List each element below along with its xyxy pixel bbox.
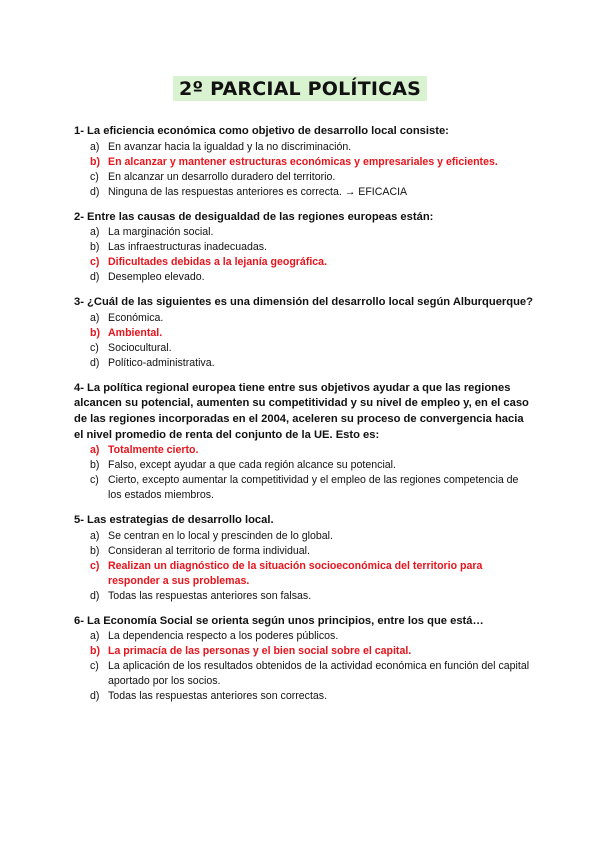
correct-answer-option xyxy=(74,255,534,270)
option-letter: a) xyxy=(90,444,100,457)
answer-option xyxy=(74,589,534,604)
correct-answer-option xyxy=(74,644,534,659)
answer-option xyxy=(74,225,534,240)
option-text: Todas las respuestas anteriores son correctas. xyxy=(108,690,328,703)
answer-option xyxy=(74,529,534,544)
option-letter: a) xyxy=(90,630,100,643)
correct-answer-option xyxy=(74,326,534,341)
answer-option xyxy=(74,356,534,371)
option-letter: d) xyxy=(90,589,100,602)
option-letter: a) xyxy=(90,226,100,239)
answer-option xyxy=(74,544,534,559)
question-6 xyxy=(74,614,534,705)
option-letter: b) xyxy=(90,241,100,254)
option-letter: a) xyxy=(90,140,100,153)
answer-option xyxy=(74,140,534,155)
option-text: Las infraestructuras inadecuadas. xyxy=(108,241,267,254)
question-2 xyxy=(74,210,534,286)
option-letter: d) xyxy=(90,356,100,369)
question-text: 2- Entre las causas de desigualdad de las regiones europeas están: xyxy=(74,210,434,223)
question-text: 6- La Economía Social se orienta según unos principios, entre los que está… xyxy=(74,614,484,627)
option-list xyxy=(74,225,534,285)
option-text: Realizan un diagnóstico de la situación socioeconómica del territorio para responder a sus problemas. xyxy=(108,559,483,587)
question-text: 5- Las estrategias de desarrollo local. xyxy=(74,514,274,527)
option-text: Sociocultural. xyxy=(108,341,172,354)
answer-option xyxy=(74,170,534,185)
option-letter: a) xyxy=(90,311,100,324)
option-letter: b) xyxy=(90,459,100,472)
option-text: Económica. xyxy=(108,311,164,324)
option-text: Ninguna de las respuestas anteriores es correcta. → EFICACIA xyxy=(108,185,408,198)
correct-answer-option xyxy=(74,559,534,589)
option-letter: d) xyxy=(90,690,100,703)
question-text: 1- La eficiencia económica como objetivo de desarrollo local consiste: xyxy=(74,125,449,137)
option-letter: c) xyxy=(90,559,100,572)
option-list xyxy=(74,529,534,604)
option-text: Consideran al territorio de forma individual. xyxy=(108,544,310,557)
answer-option xyxy=(74,458,534,473)
question-text: 4- La política regional europea tiene entre sus objetivos ayudar a que las regiones alcancen su potencial, aumenten su competitividad y su nivel de empleo y, en el caso de las regiones incorporadas en el 2004, aceleren su proceso de convergencia hacia el nivel promedio de renta del conjunto de la UE. Esto es: xyxy=(74,381,529,441)
option-letter: d) xyxy=(90,185,100,198)
question-list xyxy=(74,124,534,714)
answer-option xyxy=(74,185,534,200)
answer-option xyxy=(74,311,534,326)
option-text: Cierto, excepto aumentar la competitividad y el empleo de las regiones competencia de los estados miembros. xyxy=(108,474,519,502)
answer-option xyxy=(74,689,534,704)
option-letter: c) xyxy=(90,256,100,269)
option-list xyxy=(74,443,534,503)
answer-option xyxy=(74,659,534,689)
question-3 xyxy=(74,295,534,371)
question-text: 3- ¿Cuál de las siguientes es una dimensión del desarrollo local según Alburquerque? xyxy=(74,296,533,309)
correct-answer-option xyxy=(74,155,534,170)
question-5 xyxy=(74,513,534,604)
question-4 xyxy=(74,381,534,503)
option-text: Se centran en lo local y prescinden de lo global. xyxy=(108,529,333,542)
question-1 xyxy=(74,124,534,200)
option-text: Desempleo elevado. xyxy=(108,271,205,284)
correct-answer-option xyxy=(74,443,534,458)
option-text: En alcanzar y mantener estructuras económicas y empresariales y eficientes. xyxy=(108,155,498,168)
page-title: 2º PARCIAL POLÍTICAS xyxy=(173,76,427,101)
option-text: Falso, except ayudar a que cada región alcance su potencial. xyxy=(108,459,396,472)
option-text: En avanzar hacia la igualdad y la no discriminación. xyxy=(108,140,352,153)
option-text: Ambiental. xyxy=(108,326,163,339)
option-text: La primacía de las personas y el bien social sobre el capital. xyxy=(108,645,412,658)
answer-option xyxy=(74,240,534,255)
option-letter: b) xyxy=(90,645,100,658)
option-text: La dependencia respecto a los poderes públicos. xyxy=(108,630,339,643)
option-letter: d) xyxy=(90,271,100,284)
option-letter: b) xyxy=(90,155,100,168)
option-text: Político-administrativa. xyxy=(108,356,215,369)
option-list xyxy=(74,311,534,371)
option-letter: b) xyxy=(90,326,100,339)
option-text: Totalmente cierto. xyxy=(108,444,199,457)
option-text: La aplicación de los resultados obtenidos de la actividad económica en función del capital aportado por los socios. xyxy=(108,660,530,688)
answer-option xyxy=(74,473,534,503)
option-text: La marginación social. xyxy=(108,226,214,239)
option-letter: b) xyxy=(90,544,100,557)
option-letter: c) xyxy=(90,660,99,673)
option-list xyxy=(74,629,534,704)
option-letter: c) xyxy=(90,474,99,487)
option-letter: c) xyxy=(90,341,99,354)
option-text: Todas las respuestas anteriores son falsas. xyxy=(108,589,312,602)
answer-option xyxy=(74,629,534,644)
answer-option xyxy=(74,270,534,285)
title-wrapper xyxy=(0,76,600,101)
option-letter: c) xyxy=(90,170,99,183)
option-list xyxy=(74,140,534,200)
answer-option xyxy=(74,341,534,356)
option-letter: a) xyxy=(90,529,100,542)
option-text: Dificultades debidas a la lejanía geográfica. xyxy=(108,256,328,269)
option-text: En alcanzar un desarrollo duradero del territorio. xyxy=(108,170,336,183)
